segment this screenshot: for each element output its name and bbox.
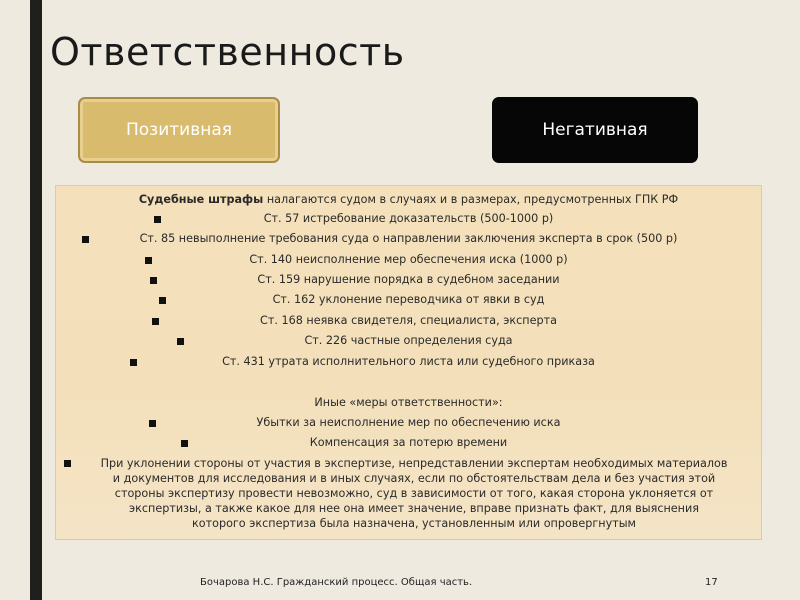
- paragraph-line: экспертизы, а также какое для нее она имеет значение, вправе признать факт, для выяснения: [128, 502, 700, 515]
- intro-bold: Судебные штрафы: [138, 193, 264, 206]
- positive-button[interactable]: [78, 97, 280, 163]
- fine-item: Ст. 159 нарушение порядка в судебном заседании: [257, 273, 560, 286]
- intro-line: [56, 193, 761, 206]
- positive-button-label: Позитивная: [125, 120, 232, 140]
- negative-button-label: Негативная: [542, 120, 648, 140]
- footer-author: Бочарова Н.С. Гражданский процесс. Общая часть.: [200, 577, 473, 588]
- paragraph-line: которого экспертиза была назначена, установленным или опровергнутым: [192, 517, 636, 530]
- fine-item: Ст. 168 неявка свидетеля, специалиста, эксперта: [260, 314, 557, 327]
- content-box: [55, 185, 762, 540]
- intro-rest: налагаются судом в случаях и в размерах, предусмотренных ГПК РФ: [263, 193, 679, 206]
- fine-item: Ст. 85 невыполнение требования суда о направлении заключения эксперта в срок (500 р): [139, 232, 678, 245]
- negative-button[interactable]: [492, 97, 698, 163]
- fine-item: Ст. 226 частные определения суда: [304, 334, 513, 347]
- paragraph-line: стороны экспертизу провести невозможно, суд в зависимости от того, какая сторона уклоняется от: [114, 487, 714, 500]
- paragraph-line: При уклонении стороны от участия в экспертизе, непредставлении экспертам необходимых материалов: [100, 457, 728, 470]
- expertise-paragraph: [74, 456, 754, 531]
- page-number: 17: [705, 577, 718, 588]
- fine-item: Ст. 140 неисполнение мер обеспечения иска (1000 р): [249, 253, 568, 266]
- other-item: Компенсация за потерю времени: [309, 436, 508, 449]
- bullet-icon: [64, 460, 71, 467]
- left-accent-bar: [30, 0, 42, 600]
- paragraph-line: и документов для исследования и в иных случаях, если по обстоятельствам дела и без участия этой: [112, 472, 716, 485]
- fine-item: Ст. 431 утрата исполнительного листа или судебного приказа: [222, 355, 595, 368]
- other-heading: Иные «меры ответственности»:: [314, 396, 503, 409]
- fine-item: Ст. 162 уклонение переводчика от явки в суд: [272, 293, 545, 306]
- other-item: Убытки за неисполнение мер по обеспечению иска: [256, 416, 561, 429]
- fine-item: Ст. 57 истребование доказательств (500-1000 р): [263, 212, 554, 225]
- page-title: Ответственность: [50, 30, 405, 74]
